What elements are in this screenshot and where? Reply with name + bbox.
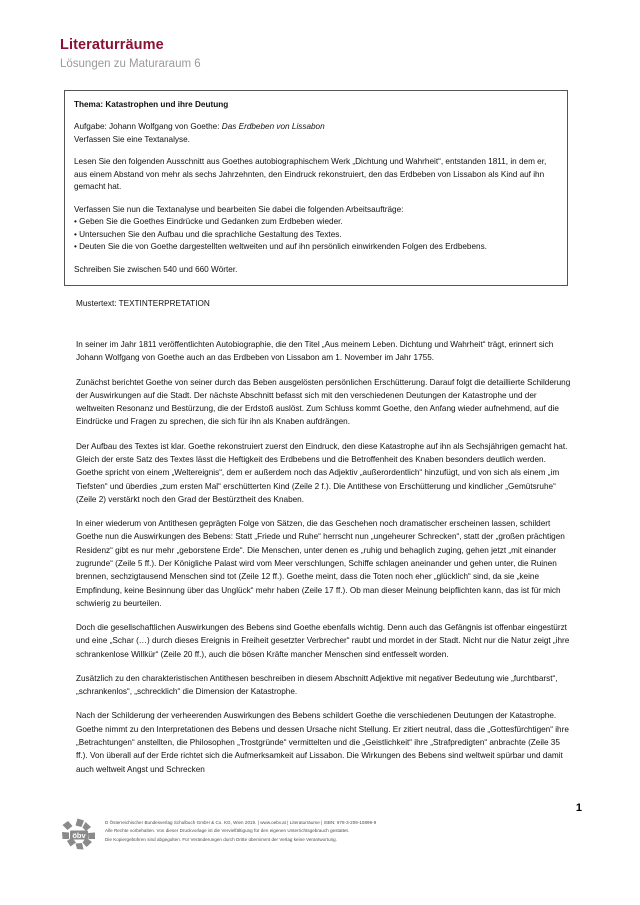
spacer [74, 111, 558, 121]
word-count-note: Schreiben Sie zwischen 540 und 660 Wörter. [74, 264, 238, 274]
footer-line: D Österreichischer Bundesverlag Schulbuch GmbH & Co. KG, Wien 2019. | www.oebv.at | Literaturräume | ISBN: 978-3-209-10899-9 [105, 820, 377, 825]
document-header [60, 36, 570, 72]
task-bullet-item: • Untersuchen Sie den Aufbau und die sprachliche Gestaltung des Textes. [74, 229, 342, 239]
spacer [74, 194, 558, 204]
spacer [74, 254, 558, 264]
assignment-work-title: Das Erdbeben von Lissabon [221, 122, 325, 132]
page-number: 1 [575, 802, 582, 814]
body-paragraph: In seiner im Jahr 1811 veröffentlichten Autobiographie, die den Titel „Aus meinem Leben. Dichtung und Wahrheit“ trägt, erinnert sich Johann Wolfgang von Goethe auch an das Erdbeben von Lissabon am 1. November im Jahr 1755. [76, 340, 554, 363]
body-paragraph: Zusätzlich zu den charakteristischen Antithesen beschreiben in diesem Abschnitt Adjektive mit negativer Bedeutung wie „furchtbarst“, „schrankenlos“, „schrecklich“ die Dimension der Katastrophe. [76, 673, 558, 697]
page-title: Literaturräume [60, 37, 164, 53]
document-body [76, 338, 572, 787]
svg-text:öbv: öbv [72, 830, 86, 840]
source-note: Lesen Sie den folgenden Ausschnitt aus Goethes autobiographischem Werk „Dichtung und Wahrheit“, entstanden 1811, in dem er, aus einem Abstand von mehr als sechs Jahrzehnten, den Eindruck rekonstruiert, den das Erdbeben von Lissabon als Kind auf ihn gemacht hat. [74, 157, 547, 192]
assignment-line [74, 121, 558, 133]
task-bullet-item: • Geben Sie die Goethes Eindrücke und Gedanken zum Erdbeben wieder. [74, 217, 343, 227]
footer-line: Die Kopiergebühren sind abgegolten. Für Veränderungen durch Dritte übernimmt der Verlag keine Verantwortung. [105, 836, 338, 842]
task-heading: Thema: Katastrophen und ihre Deutung [74, 100, 229, 109]
body-paragraph: Nach der Schilderung der verheerenden Auswirkungen des Bebens schildert Goethe die verschiedenen Deutungen der Katastrophe. Goethe nimmt zu den Interpretationen des Bebens und dessen Ursache nicht Stellung. Er zitiert neutral, dass die „Gottesfürchtigen“ ihre „Betrachtungen“ anstellten, die Philosophen „Trostgründe“ vermittelten und die „Geistlichkeit“ ihre „Strafpredigten“ anbrachte (Zeile 35 ff.). Von überall auf der Erde richtet sich die Aufmerksamkeit auf Lissabon. Die Wirkungen des Bebens sind weltweit spürbar und damit auch weltweit Angst und Schrecken [76, 711, 569, 774]
body-paragraph: Der Aufbau des Textes ist klar. Goethe rekonstruiert zuerst den Eindruck, den diese Katastrophe auf ihn als Sechsjährigen gemacht hat. Gleich der erste Satz des Textes lässt die Heftigkeit des Erdbebens und die Betroffenheit des Knaben besonders deutlich werden. Goethe spricht von einem „Weltereignis“, dem er außerdem noch das Adjektiv „außerordentlich“ hinzufügt, und von sich als einem „im Tiefsten“ und überdies „zum ersten Mal“ erschütterten Kind (Zeile 2 f.). Die Antithese von Erschütterung und kindlicher „Gemütsruhe“ (Zeile 2) verstärkt noch den Grad der Bestürztheit des Knaben. [76, 441, 568, 504]
footer-line: Alle Rechte vorbehalten. Von dieser Druckvorlage ist die Vervielfältigung für den eigenen Unterrichtsgebrauch gestattet. [105, 828, 350, 834]
body-paragraph: Doch die gesellschaftlichen Auswirkungen des Bebens sind Goethe ebenfalls wichtig. Denn auch das Gefängnis ist offenbar eingestürzt und eine „Schar (…) durch dieses Ereignis in Freiheit gesetzter Verbrecher“ raubt und mordet in der Stadt. Nicht nur die Natur zeigt „ihre schrankenlose Willkür“ (Zeile 20 ff.), auch die bösen Kräfte mancher Menschen sind entfesselt worden. [76, 623, 570, 659]
task-bullet-item: • Deuten Sie die von Goethe dargestellten weltweiten und auf ihn persönlich einwirkenden Folgen des Erdbebens. [74, 242, 487, 252]
assignment-label: Aufgabe: Johann Wolfgang von Goethe: [74, 122, 220, 132]
oebv-logo-icon [62, 818, 96, 850]
sample-text-label: Mustertext: TEXTINTERPRETATION [76, 299, 210, 308]
spacer [74, 146, 558, 156]
task-box [64, 90, 568, 286]
body-paragraph: Zunächst berichtet Goethe von seiner durch das Beben ausgelösten persönlichen Erschütterung. Darauf folgt die detaillierte Schilderung der Auswirkungen auf die Stadt. Der nächste Abschnitt befasst sich mit den verschiedenen Deutungen der Katastrophe und der weltweiten Resonanz und Bestürzung, die der Erdstoß auslöst. Zum Schluss kommt Goethe, den Anfang wieder aufnehmend, auf die Eindrücke und Fragen zu sprechen, die sich für ihn als Knaben aufdrängen. [76, 377, 571, 427]
task-bullet-list [74, 216, 558, 253]
body-paragraph: In einer wiederum von Antithesen geprägten Folge von Sätzen, die das Geschehen noch dramatischer erscheinen lassen, schildert Goethe nun die Auswirkungen des Bebens: Statt „Friede und Ruhe“ herrscht nun „ungeheurer Schrecken“, statt der „großen prächtigen Residenz“ gibt es nur mehr „geborstene Erde“. Die Menschen, unter denen es „ruhig und behaglich zuging, gehen jetzt „mit einander zugrunde“ (Zeile 5 ff.). Der Königliche Palast wird vom Meer verschlungen, Schiffe schlagen aneinander und gehen unter, die Ruinen brennen, sechzigtausend Menschen sind tot (Zeile 12 ff.). Goethe meint, dass die Toten noch eher „glücklich“ sind, da sie „keine Empfindung, keine Besinnung über das Unglück“ mehr haben (Zeile 17 ff.). Ob man dieser Meinung beipflichten kann, das ist für mich schwierig zu beurteilen. [76, 519, 565, 608]
document-footer [62, 818, 582, 850]
assignment-instruction: Verfassen Sie eine Textanalyse. [74, 134, 190, 144]
footer-copyright [105, 818, 376, 844]
page-subtitle: Lösungen zu Maturaraum 6 [60, 58, 201, 71]
tasks-intro: Verfassen Sie nun die Textanalyse und bearbeiten Sie dabei die folgenden Arbeitsaufträge: [74, 204, 404, 214]
